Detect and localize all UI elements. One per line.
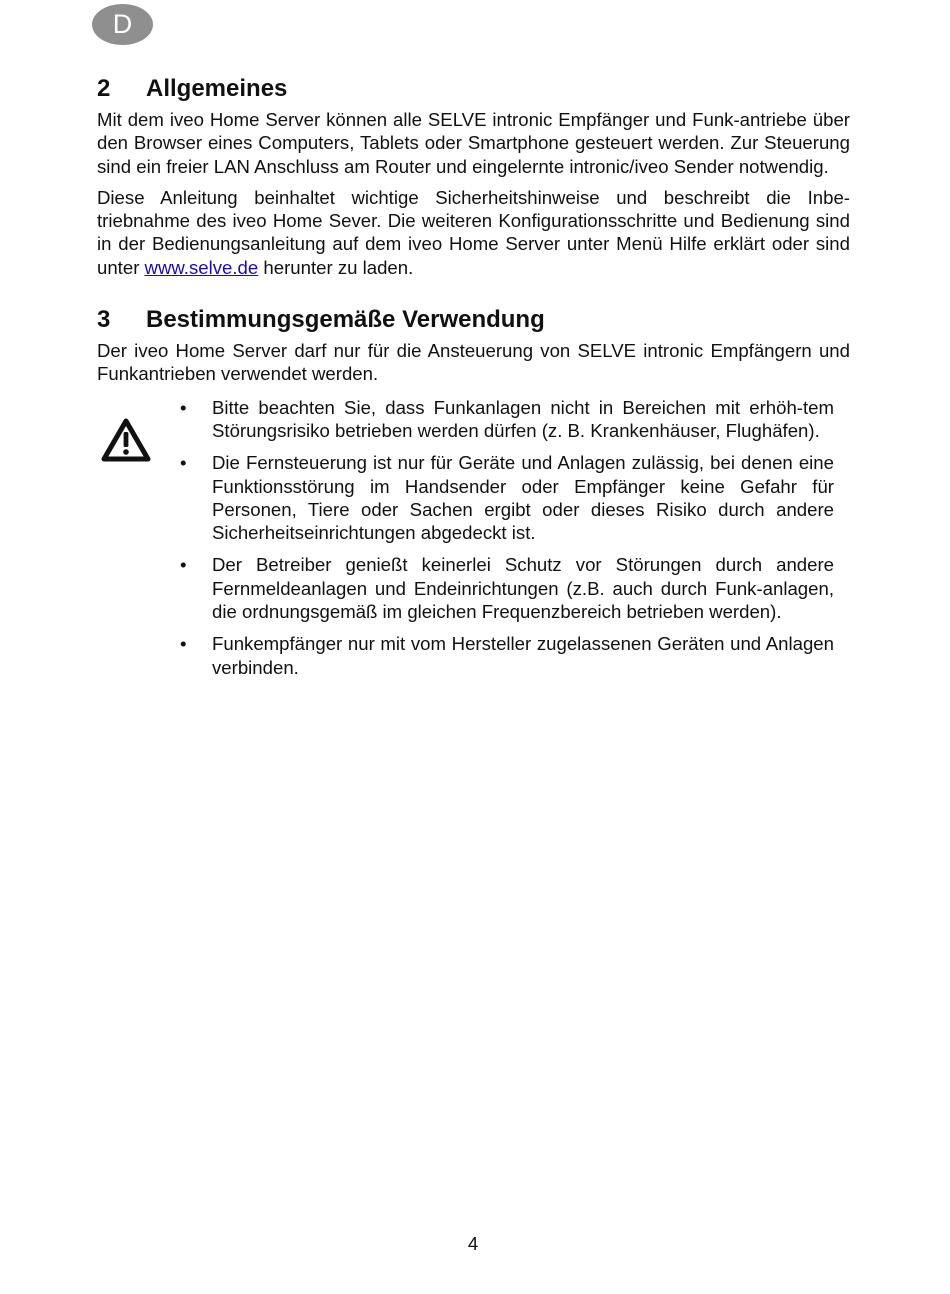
list-item <box>180 632 834 679</box>
page-content <box>97 74 850 688</box>
paragraph-instructions <box>97 186 850 279</box>
paragraph-text: herunter zu laden. <box>258 256 414 278</box>
section-number: 3 <box>97 306 111 334</box>
language-badge: D <box>92 4 153 45</box>
bullet-icon: • <box>180 452 187 474</box>
section-heading-verwendung <box>97 305 850 335</box>
section-number: 2 <box>97 75 111 102</box>
section-heading-allgemeines <box>97 74 850 104</box>
safety-list <box>97 396 834 679</box>
warning-triangle-icon <box>101 418 151 462</box>
section-title: Bestimmungsgemäße Verwendung <box>146 306 545 334</box>
bullet-icon: • <box>180 396 187 418</box>
list-item <box>180 451 834 544</box>
selve-website-link[interactable]: www.selve.de <box>144 256 259 278</box>
paragraph-usage: Der iveo Home Server darf nur für die Ansteuerung von SELVE intronic Empfängern und Funkantrieben verwendet werden. <box>97 340 850 385</box>
paragraph-intro: Mit dem iveo Home Server können alle SELVE intronic Empfänger und Funk-antriebe über den Browser eines Computers, Tablets oder Smartphone gesteuert werden. Zur Steuerung sind ein freier LAN Anschluss am Router und eingelernte intronic/iveo Sender notwendig. <box>97 109 850 177</box>
list-item-text: Funkempfänger nur mit vom Hersteller zugelassenen Geräten und Anlagen verbinden. <box>212 633 834 678</box>
section-spacer <box>97 287 850 305</box>
list-item-text: Bitte beachten Sie, dass Funkanlagen nicht in Bereichen mit erhöh-tem Störungsrisiko betrieben werden dürfen (z. B. Krankenhäuser, Flughäfen). <box>212 396 834 441</box>
list-item <box>180 396 834 443</box>
section-title: Allgemeines <box>146 75 288 102</box>
paragraph-text: Diese Anleitung beinhaltet wichtige Sicherheitshinweise und beschreibt die Inbe-triebnahme des iveo Home Sever. Die weiteren Konfigurationsschritte und Bedienung sind in der Bedienungsanleitung auf dem iveo Home Server unter Menü Hilfe erklärt oder sind unter <box>97 186 850 278</box>
page-number: 4 <box>467 1233 479 1254</box>
safety-notes <box>97 396 850 679</box>
bullet-icon: • <box>180 554 187 576</box>
list-item-text: Der Betreiber genießt keinerlei Schutz vor Störungen durch andere Fernmeldeanlagen und Endeinrichtungen (z.B. auch durch Funk-anlagen, die ordnungsgemäß im gleichen Frequenzbereich betrieben werden). <box>212 554 834 623</box>
list-item <box>180 553 834 623</box>
list-item-text: Die Fernsteuerung ist nur für Geräte und Anlagen zulässig, bei denen eine Funktionsstörung im Handsender oder Empfänger keine Gefahr für Personen, Tiere oder Sachen ergibt oder dieses Risiko durch andere Sicherheitseinrichtungen abgedeckt ist. <box>212 452 834 544</box>
bullet-icon: • <box>180 633 187 655</box>
